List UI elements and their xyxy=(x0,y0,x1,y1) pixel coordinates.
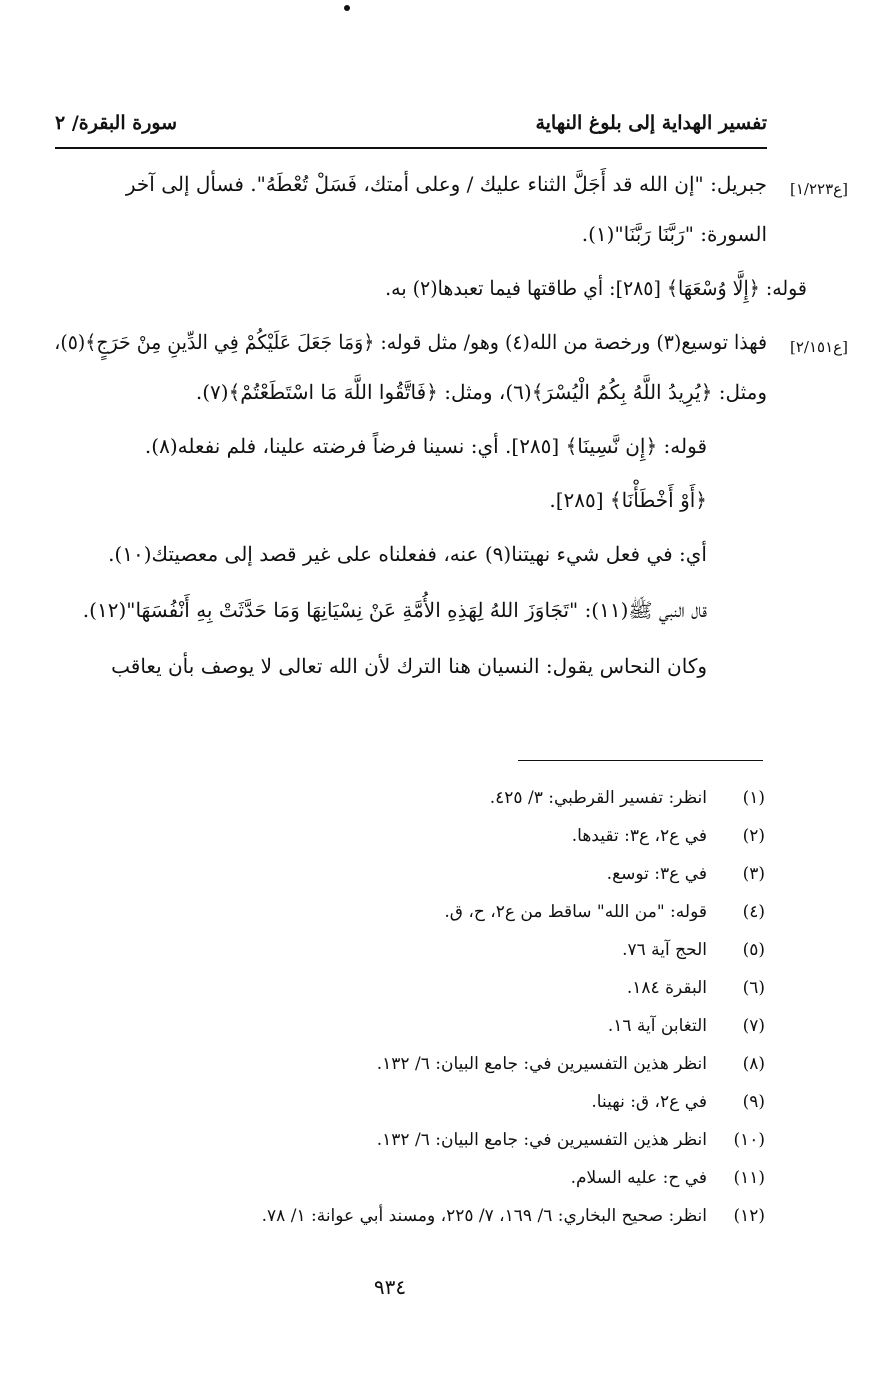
manuscript-ref-1: [ع١/٢٢٣] xyxy=(790,180,848,198)
footnote-number: (٣) xyxy=(742,864,765,884)
footnote-text: انظر هذين التفسيرين في: جامع البيان: ٦/ ١٣٢. xyxy=(376,1130,707,1150)
footnote-text: التغابن آية ١٦. xyxy=(607,1016,707,1036)
text-line: وكان النحاس يقول: النسيان هنا الترك لأن الله تعالى لا يوصف بأن يعاقب xyxy=(111,654,707,678)
text-line: السورة: "رَبَّنَا رَبَّنَا"(١). xyxy=(581,222,767,246)
text-line: قوله: ﴿إِلَّا وُسْعَهَا﴾ [٢٨٥]: أي طاقتها فيما تعبدها(٢) به. xyxy=(385,276,807,300)
footnote-item xyxy=(120,1054,765,1082)
footnote-text: انظر: تفسير القرطبي: ٣/ ٤٢٥. xyxy=(489,788,707,808)
footnote-text: الحج آية ٧٦. xyxy=(622,940,707,960)
footnote-item xyxy=(120,978,765,1006)
footnote-item xyxy=(120,902,765,930)
footnote-number: (٩) xyxy=(742,1092,765,1112)
text-line: ﴿أَوْ أَخْطَأْنَا﴾ [٢٨٥]. xyxy=(549,488,707,512)
footnote-text: في ع٢، ع٣: تقيدها. xyxy=(571,826,707,846)
header-divider xyxy=(55,147,767,149)
text-line: ومثل: ﴿يُرِيدُ اللَّهُ بِكُمُ الْيُسْرَ﴾(٦)، ومثل: ﴿فَاتَّقُوا اللَّهَ مَا اسْتَطَعْتُمْ﴾(٧). xyxy=(195,380,767,404)
footnote-item xyxy=(120,940,765,968)
footnote-text: انظر: صحيح البخاري: ٦/ ١٦٩، ٧/ ٢٢٥، ومسند أبي عوانة: ١/ ٧٨. xyxy=(261,1206,707,1226)
footnote-number: (١٠) xyxy=(733,1130,765,1150)
footnote-text: في ع٣: توسع. xyxy=(606,864,707,884)
footnote-number: (٤) xyxy=(742,902,765,922)
footnote-item xyxy=(120,1016,765,1044)
footnote-text: في ع٢، ق: نهينا. xyxy=(591,1092,707,1112)
text-line: جبريل: "إن الله قد أَجَلَّ الثناء عليك / وعلى أمتك، فَسَلْ تُعْطَهُ". فسأل إلى آخر xyxy=(125,172,767,196)
manuscript-ref-2: [ع٢/١٥١] xyxy=(790,338,848,356)
footnote-number: (٨) xyxy=(742,1054,765,1074)
text-line: قوله: ﴿إِن نَّسِينَا﴾ [٢٨٥]. أي: نسينا فرضاً فرضته علينا، فلم نفعله(٨). xyxy=(144,434,707,458)
footnote-item xyxy=(120,864,765,892)
text-line: قال النبي ﷺ(١١): "تَجَاوَزَ اللهُ لِهَذِهِ الأُمَّةِ عَنْ نِسْيَانِهَا وَمَا حَدَّثَتْ بِهِ أَنْفُسَهَا"(١٢). xyxy=(82,598,707,622)
footnote-item xyxy=(120,1168,765,1196)
footnote-item xyxy=(120,826,765,854)
footnote-item xyxy=(120,1092,765,1120)
footnote-text: انظر هذين التفسيرين في: جامع البيان: ٦/ ١٣٢. xyxy=(376,1054,707,1074)
footnote-item xyxy=(120,788,765,816)
footnote-number: (٧) xyxy=(742,1016,765,1036)
surah-title: سورة البقرة/ ٢ xyxy=(55,112,178,134)
footnote-item xyxy=(120,1206,765,1234)
footnote-item xyxy=(120,1130,765,1158)
footnote-number: (٥) xyxy=(742,940,765,960)
top-dot-mark xyxy=(344,5,350,11)
footnote-number: (١١) xyxy=(733,1168,765,1188)
footnote-number: (١) xyxy=(742,788,765,808)
footnote-number: (٢) xyxy=(742,826,765,846)
running-header xyxy=(55,112,767,142)
footnote-text: في ح: عليه السلام. xyxy=(570,1168,707,1188)
footnote-divider xyxy=(518,760,763,761)
text-line: أي: في فعل شيء نهيتنا(٩) عنه، ففعلناه على غير قصد إلى معصيتك(١٠). xyxy=(108,542,707,566)
footnote-number: (١٢) xyxy=(733,1206,765,1226)
footnote-text: قوله: "من الله" ساقط من ع٢، ح، ق. xyxy=(444,902,707,922)
text-line: فهذا توسيع(٣) ورخصة من الله(٤) وهو/ مثل قوله: ﴿وَمَا جَعَلَ عَلَيْكُمْ فِي الدِّينِ مِنْ حَرَجٍ﴾(٥)، xyxy=(54,330,767,354)
page-number: ٩٣٤ xyxy=(373,1275,407,1299)
book-title: تفسير الهداية إلى بلوغ النهاية xyxy=(535,112,767,134)
footnote-number: (٦) xyxy=(742,978,765,998)
footnote-text: البقرة ١٨٤. xyxy=(626,978,707,998)
